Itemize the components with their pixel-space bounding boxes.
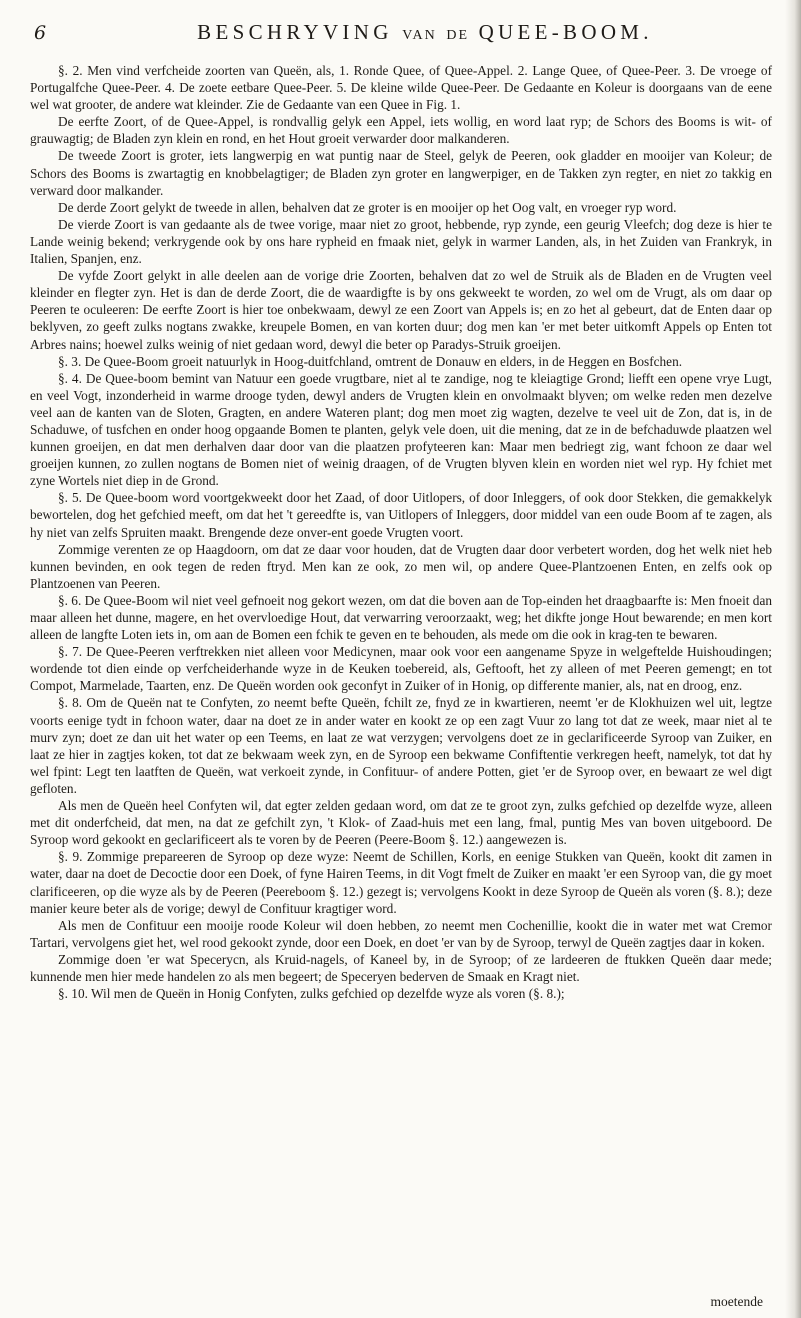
page-header (30, 20, 770, 60)
paragraph: §. 3. De Quee-Boom groeit natuurlyk in Hoog-duitfchland, omtrent de Donauw en elders, in de Heggen en Bosfchen. (58, 353, 683, 369)
paragraph: Als men de Queën heel Confyten wil, dat egter zelden gedaan word, om dat ze te groot zyn, zulks gefchied op dezelfde wyze, alleen met dit onderfcheid, dat men, na dat ze gefchilt zyn, 't Klok- of Zaad-huis met een lang, fmal, puntig Mes van boven uitgeboord. De Syroop word gekookt en geclarificeert als te voren by de Peeren (Peere-Boom §. 12.) aangewezen is. (30, 798, 772, 848)
paragraph: §. 10. Wil men de Queën in Honig Confyten, zulks gefchied op dezelfde wyze als voren (§. 8.); (58, 986, 565, 1002)
paragraph: §. 4. De Quee-boom bemint van Natuur een goede vrugtbare, niet al te zandige, nog te kleiagtige Grond; liefft een opene vrye Lugt, en veel Vogt, inzonderheid in warme drooge tyden, dewyl anders de Vrugten klein en onvolmaakt blyven; om welke reden men dezelve veel aan de kanten van de Sloten, Gragten, en andere Wateren plant; dog men moet zig wagten, dezelve te veel uit de Zon, dat is, in de Schaduwe, of tusfchen en onder hoog opgaande Bomen te planten, gelyk vele doen, uit die mening, dat ze in de befchaduwde plaatzen wel kunnen groeijen, en dat men derhalven daar door van die plaatzen profyteeren kan: Maar men bedriegt zig, want fchoon ze daar wel groeijen kunnen, zo zullen nogtans de Bomen niet of weinig draagen, of de Vrugten blyven klein en worden niet wel ryp. Hy fchiet met zyne Wortels niet diep in de Grond. (30, 370, 772, 489)
paragraph: §. 6. De Quee-Boom wil niet veel gefnoeit nog gekort wezen, om dat die boven aan de Top-einden het draagbaarfte is: Men fnoeit dan maar alleen het dunne, magere, en het overvloedige Hout, dat verwarring veroorzaakt, weg; het dikfte jonge Hout bewarende; en men kort alleen de langfte Loten iets in, om aan de Bomen een fchik te geven en te behouden, als mede om die ook in krag-ten te bewaren. (30, 592, 772, 643)
title-end: QUEE-BOOM. (478, 20, 653, 44)
paragraph: §. 9. Zommige prepareeren de Syroop op deze wyze: Neemt de Schillen, Korls, en eenige Stukken van Queën, kookt dit zamen in water, daar na doet de Decoctie door een Doek, of fyne Hairen Teems, in dit Vogt fmelt de Zuiker en maakt 'er een Syroop van, die gy moet clarificeeren, op die wyze als by de Peeren (Peereboom §. 12.) gezegt is; vervolgens Kookt in deze Syroop de Queën als voren (§. 8.); deze manier keure beter als de vorige; dewyl de Confituur kragtiger word. (30, 849, 772, 916)
paragraph: De vyfde Zoort gelykt in alle deelen aan de vorige drie Zoorten, behalven dat zo wel de Struik als de Bladen en de Vrugten veel kleinder en flegter zyn. Het is dan de derde Zoort, die de waardigfte is by ons gekweekt te worden, zo wel om de Vrugt, als om daar op Peeren te oculeeren: De eerfte Zoort is hier toe onbekwaam, dewyl ze een Zoort van Appels is; en zo het al gebeurt, dat de Enten daar op beklyven, zo geeft zulks nogtans zwakke, kreupele Bomen, en van korten duur; dog men kan 'er met beter uitkomft Appels op Enten tot Arbres nains; hoewel zulks weinig of niet gedaan word, dewyl die beter op Paradys-Struik groeijen. (30, 268, 772, 352)
paragraph: De tweede Zoort is groter, iets langwerpig en wat puntig naar de Steel, gelyk de Peeren, ook gladder en mooijer van Koleur; de Schors des Booms is zwartagtig en knobbelagtiger; de Bladen zyn groter en langwerpiger, en de Takken zyn regter, en niet zo takkig en verward door malkander. (30, 148, 772, 198)
paragraph: §. 7. De Quee-Peeren verftrekken niet alleen voor Medicynen, maar ook voor een aangename Spyze in welgeftelde Huishoudingen; wordende tot dien einde op verfcheiderhande wyze in de Keuken toebereid, als, Geftooft, het zy alleen of met Peeren gemengt; en tot Compot, Marmelade, Taarten, enz. De Queën worden ook geconfyt in Zuiker of in Honig, op differente manier, als, nat en droog, enz. (30, 644, 772, 694)
paragraph: §. 8. Om de Queën nat te Confyten, zo neemt befte Queën, fchilt ze, fnyd ze in kwartieren, neemt 'er de Klokhuizen wel uit, legtze voorts eenige tydt in fchoon water, daar na doet ze in ander water en kookt ze op een zagt Vuur zo lang tot dat ze week, maar niet al te murv zyn; doet ze dan uit het water op een Teems, en laat ze wat verzygen; vervolgens doet ze in geclarificeerde Syroop van Zuiker, en laat ze hier in zagtjes koken, tot dat ze bekwaam week zyn, en de Syroop een bekwame Confiftentie verkregen heeft, namelyk, tot dat hy wel fpint: Legt ten laatften de Queën, wat verkoeit zynde, in Confituur- of andere Potten, giet 'er de Syroop over, en bewaart ze wel digt gefloten. (30, 695, 772, 796)
paragraph: §. 2. Men vind verfcheide zoorten van Queën, als, 1. Ronde Quee, of Quee-Appel. 2. Lange Quee, of Quee-Peer. 3. De vroege of Portugalfche Quee-Peer. 4. De zoete eetbare Quee-Peer. 5. De kleine wilde Quee-Peer. De Gedaante en Koleur is doorgaans van de eene wel wat grooter, de andere wat kleinder. Zie de Gedaante van een Quee in Fig. 1. (30, 63, 772, 113)
paragraph: Zommige verenten ze op Haagdoorn, om dat ze daar voor houden, dat de Vrugten daar door verbetert worden, dog het welk niet heb kunnen bevinden, en ook tegen de reden ftryd. Men kan ze ook, zo men wil, op andere Quee-Plantzoenen Enten, en zelfs ook op Plantzoenen van Peeren. (30, 541, 772, 591)
title-main: BESCHRYVING (197, 20, 393, 44)
paragraph: De vierde Zoort is van gedaante als de twee vorige, maar niet zo groot, hebbende, ryp zynde, een geurig Vleefch; dog deze is hier te Lande weinig bekend; verkrygende ook by ons hare rypheid en fmaak niet, gelyk in warmer Landen, als, in het Zuiden van Frankryk, in Italien, Spanjen, enz. (30, 216, 772, 267)
paragraph: Als men de Confituur een mooije roode Koleur wil doen hebben, zo neemt men Cochenillie, kookt die in water met wat Cremor Tartari, vervolgens giet het, wel rood gekookt zynde, door een Doek, en doet 'er van by de Syroop, terwyl de Queën zagtjes daar in koken. (30, 917, 772, 950)
paragraph: Zommige doen 'er wat Specerycn, als Kruid-nagels, of Kaneel by, in de Syroop; of ze lardeeren de ftukken Queën daar mede; kunnende men hier mede handelen zo als men begeert; de Speceryen bederven de Smaak en Kragt niet. (30, 951, 772, 984)
page-number: 6 (34, 22, 47, 44)
catchword: moetende (710, 1294, 763, 1309)
paragraph: §. 5. De Quee-boom word voortgekweekt door het Zaad, of door Uitlopers, of door Inleggers, of ook door Stekken, die gemakkelyk bewortelen, dog het gefchied meeft, om dat het 't gereedfte is, van Uitlopers of Inleggers, door middel van een oude Boom af te zagen, als hy niet van zelfs Spruiten maakt. Brengende deze onver-ent goede Vrugten voort. (30, 490, 772, 540)
paragraph: De derde Zoort gelykt de tweede in allen, behalven dat ze groter is en mooijer op het Oog valt, en vroeger ryp word. (58, 199, 677, 215)
title-small-1: VAN (402, 28, 437, 43)
body-text (30, 62, 772, 1002)
paragraph: De eerfte Zoort, of de Quee-Appel, is rondvallig gelyk een Appel, iets wollig, en word laat ryp; de Schors des Booms is wit- of grauwagtig; de Bladen zyn klein en rond, en het Hout groeit verwarder door malkanderen. (30, 114, 772, 147)
page-edge-shadow (785, 0, 801, 1318)
title-small-2: DE (446, 28, 469, 43)
running-title (80, 20, 770, 45)
